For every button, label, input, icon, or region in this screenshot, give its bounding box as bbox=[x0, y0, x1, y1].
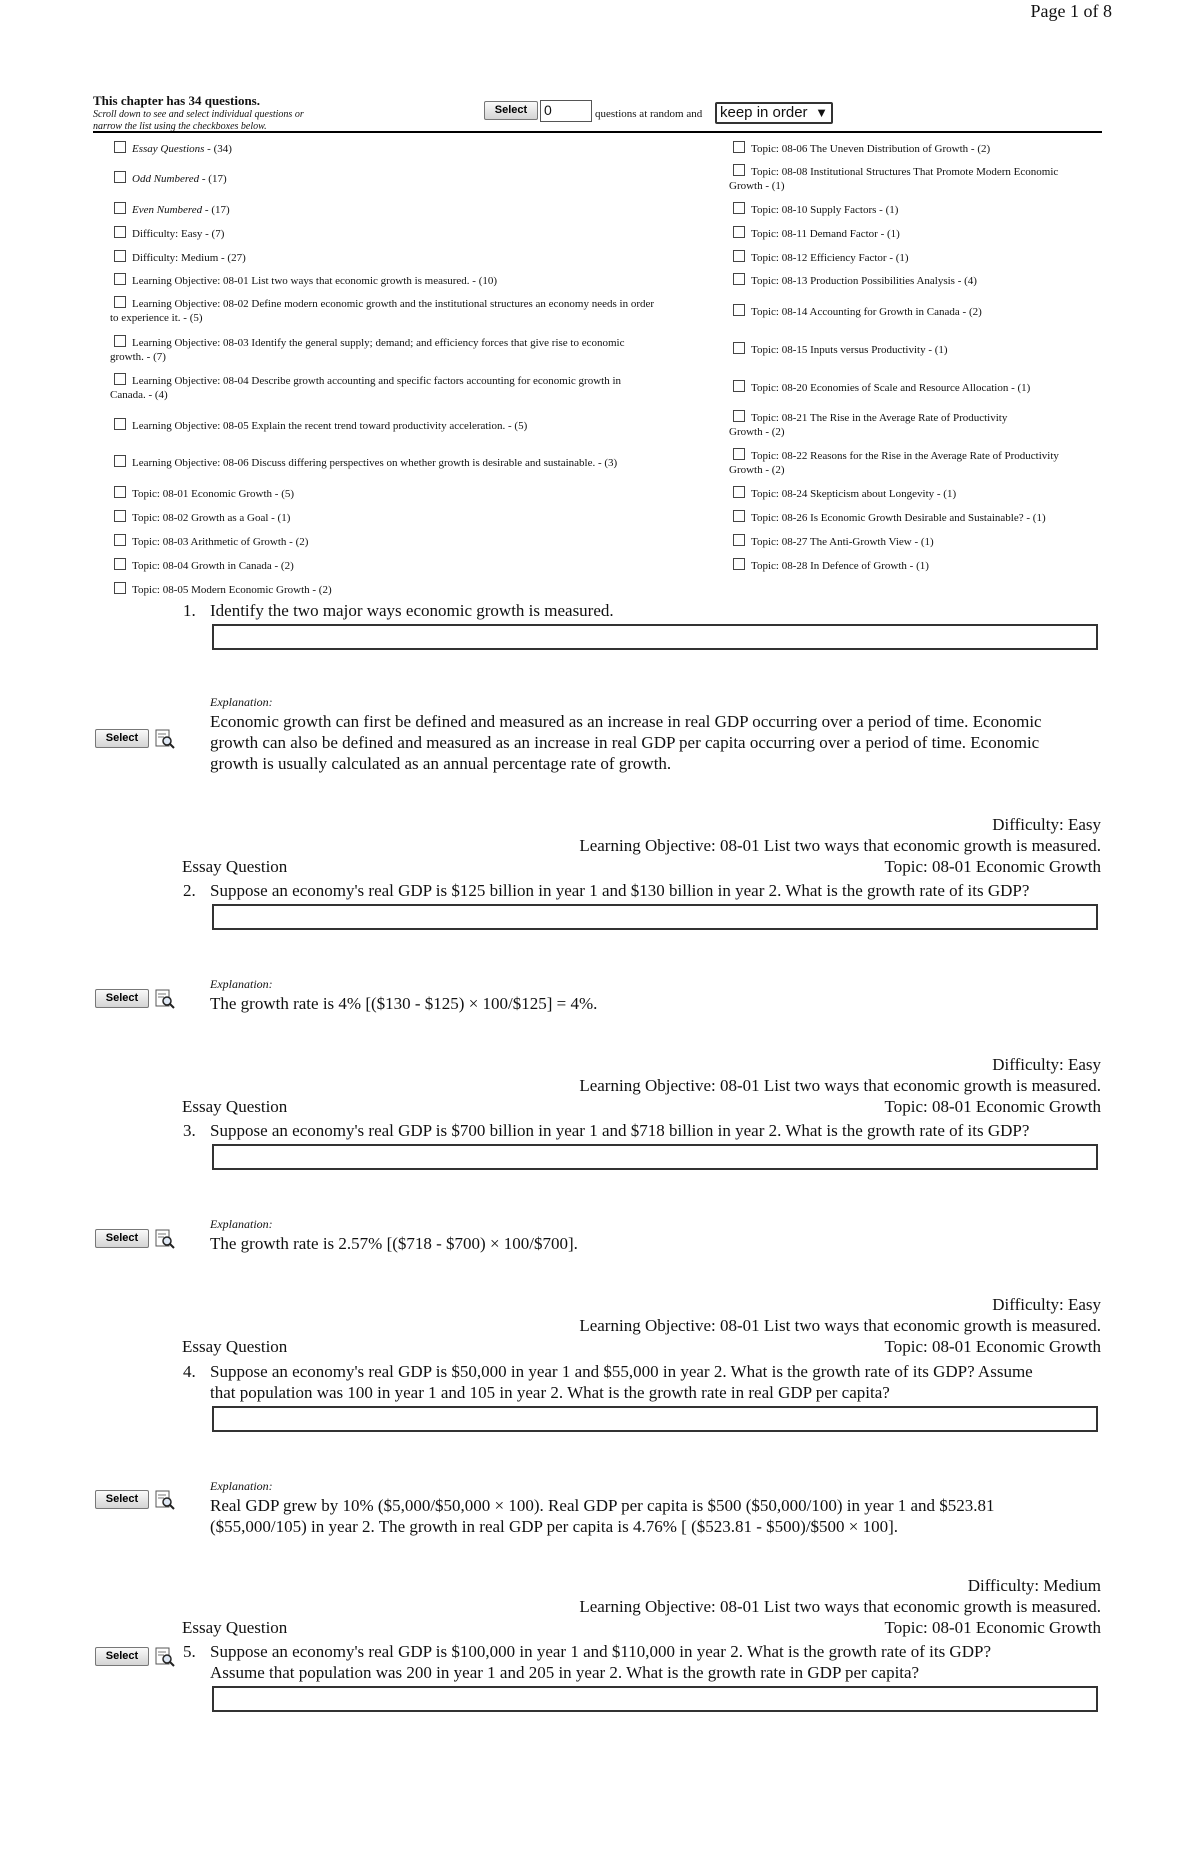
checkbox[interactable] bbox=[733, 304, 745, 316]
question-2-explanation: The growth rate is 4% [($130 - $125) × 100/$125] = 4%. bbox=[210, 994, 598, 1013]
question-4-text: Suppose an economy's real GDP is $50,000 in year 1 and $55,000 in year 2. What is the growth rate of its GDP? Assume that population was 100 in year 1 and 105 in year 2. What is the growth rate in real GDP per capita? bbox=[210, 1362, 1033, 1402]
filter-odd-numbered[interactable]: Odd Numbered - (17) bbox=[114, 171, 227, 186]
question-1-number: 1. bbox=[183, 601, 196, 620]
checkbox[interactable] bbox=[114, 226, 126, 238]
question-3-explanation-label: Explanation: bbox=[210, 1217, 273, 1231]
filter-topic-08-14[interactable]: Topic: 08-14 Accounting for Growth in Canada - (2) bbox=[733, 304, 982, 319]
checkbox[interactable] bbox=[114, 455, 126, 467]
question-2-objective: Learning Objective: 08-01 List two ways that economic growth is measured. bbox=[579, 1076, 1101, 1095]
checkbox[interactable] bbox=[114, 558, 126, 570]
question-1-type: Essay Question bbox=[182, 857, 288, 876]
filter-topic-08-04[interactable]: Topic: 08-04 Growth in Canada - (2) bbox=[114, 558, 294, 573]
filter-topic-08-20[interactable]: Topic: 08-20 Economies of Scale and Resource Allocation - (1) bbox=[733, 380, 1030, 395]
question-1-text: Identify the two major ways economic growth is measured. bbox=[210, 601, 614, 620]
instructions-line-1: Scroll down to see and select individual questions or bbox=[93, 109, 304, 120]
question-5-number: 5. bbox=[183, 1642, 196, 1661]
question-3-explanation: The growth rate is 2.57% [($718 - $700) × 100/$700]. bbox=[210, 1234, 578, 1253]
checkbox[interactable] bbox=[733, 486, 745, 498]
checkbox[interactable] bbox=[733, 226, 745, 238]
magnifier-preview-icon[interactable] bbox=[155, 989, 175, 1009]
question-2-number: 2. bbox=[183, 881, 196, 900]
checkbox[interactable] bbox=[733, 273, 745, 285]
filter-topic-08-12[interactable]: Topic: 08-12 Efficiency Factor - (1) bbox=[733, 250, 909, 265]
checkbox[interactable] bbox=[733, 250, 745, 262]
question-5-text: Suppose an economy's real GDP is $100,000 in year 1 and $110,000 in year 2. What is the growth rate of its GDP? Assume that population was 200 in year 1 and 205 in year 2. What is the growth rate in GDP per capita? bbox=[210, 1642, 991, 1682]
checkbox[interactable] bbox=[733, 534, 745, 546]
question-2-type: Essay Question bbox=[182, 1097, 288, 1116]
magnifier-preview-icon[interactable] bbox=[155, 1647, 175, 1667]
filter-difficulty-medium[interactable]: Difficulty: Medium - (27) bbox=[114, 250, 246, 265]
filter-difficulty-easy[interactable]: Difficulty: Easy - (7) bbox=[114, 226, 224, 241]
page-number: Page 1 of 8 bbox=[1030, 1, 1112, 21]
instructions-line-2: narrow the list using the checkboxes below. bbox=[93, 121, 267, 132]
question-3-topic: Topic: 08-01 Economic Growth bbox=[884, 1337, 1101, 1356]
filter-lo-08-06[interactable]: Learning Objective: 08-06 Discuss differing perspectives on whether growth is desirable and sustainable. - (3) bbox=[114, 455, 617, 470]
filter-topic-08-24[interactable]: Topic: 08-24 Skepticism about Longevity - (1) bbox=[733, 486, 956, 501]
question-3-select-button[interactable]: Select bbox=[95, 1229, 149, 1248]
question-1-explanation: Economic growth can first be defined and measured as an increase in real GDP occurring over a period of time. Economic growth can also be defined and measured as an increase in real GDP per capita occurring over a period of time. Economic growth is usually calculated as an annual percentage rate of growth. bbox=[210, 712, 1042, 773]
filter-essay-questions[interactable]: Essay Questions - (34) bbox=[114, 141, 232, 156]
checkbox[interactable] bbox=[114, 418, 126, 430]
checkbox[interactable] bbox=[114, 273, 126, 285]
filter-lo-08-01[interactable]: Learning Objective: 08-01 List two ways that economic growth is measured. - (10) bbox=[114, 273, 497, 288]
question-1-select-button[interactable]: Select bbox=[95, 729, 149, 748]
question-1-difficulty: Difficulty: Easy bbox=[992, 815, 1101, 834]
checkbox[interactable] bbox=[114, 250, 126, 262]
checkbox[interactable] bbox=[114, 335, 126, 347]
filter-lo-08-05[interactable]: Learning Objective: 08-05 Explain the recent trend toward productivity acceleration. - (5) bbox=[114, 418, 527, 433]
filter-topic-08-02[interactable]: Topic: 08-02 Growth as a Goal - (1) bbox=[114, 510, 290, 525]
question-3-text: Suppose an economy's real GDP is $700 billion in year 1 and $718 billion in year 2. What is the growth rate of its GDP? bbox=[210, 1121, 1030, 1140]
order-select[interactable] bbox=[715, 102, 833, 124]
filter-topic-08-11[interactable]: Topic: 08-11 Demand Factor - (1) bbox=[733, 226, 900, 241]
filter-topic-08-15[interactable]: Topic: 08-15 Inputs versus Productivity - (1) bbox=[733, 342, 948, 357]
question-4-topic: Topic: 08-01 Economic Growth bbox=[884, 1618, 1101, 1637]
question-1-explanation-label: Explanation: bbox=[210, 695, 273, 709]
question-2-text: Suppose an economy's real GDP is $125 billion in year 1 and $130 billion in year 2. What is the growth rate of its GDP? bbox=[210, 881, 1030, 900]
checkbox[interactable] bbox=[733, 164, 745, 176]
filter-topic-08-10[interactable]: Topic: 08-10 Supply Factors - (1) bbox=[733, 202, 898, 217]
question-1-answer-box[interactable] bbox=[212, 624, 1098, 650]
question-2-difficulty: Difficulty: Easy bbox=[992, 1055, 1101, 1074]
checkbox[interactable] bbox=[114, 373, 126, 385]
filter-topic-08-08[interactable]: Topic: 08-08 Institutional Structures That Promote Modern Economic Growth - (1) bbox=[729, 166, 1059, 192]
filter-topic-08-21[interactable]: Topic: 08-21 The Rise in the Average Rate of Productivity Growth - (2) bbox=[729, 412, 1008, 438]
checkbox[interactable] bbox=[114, 141, 126, 153]
magnifier-preview-icon[interactable] bbox=[155, 1490, 175, 1510]
checkbox[interactable] bbox=[114, 486, 126, 498]
filter-topic-08-22[interactable]: Topic: 08-22 Reasons for the Rise in the Average Rate of Productivity Growth - (2) bbox=[729, 450, 1059, 476]
question-3-difficulty: Difficulty: Easy bbox=[992, 1295, 1101, 1314]
checkbox[interactable] bbox=[733, 141, 745, 153]
filter-topic-08-06[interactable]: Topic: 08-06 The Uneven Distribution of Growth - (2) bbox=[733, 141, 990, 156]
filter-lo-08-04[interactable]: Learning Objective: 08-04 Describe growth accounting and specific factors accounting for economic growth in Canada. - (4) bbox=[110, 375, 622, 401]
checkbox[interactable] bbox=[114, 534, 126, 546]
question-4-number: 4. bbox=[183, 1362, 196, 1381]
question-1-objective: Learning Objective: 08-01 List two ways that economic growth is measured. bbox=[579, 836, 1101, 855]
checkbox[interactable] bbox=[114, 171, 126, 183]
question-3-answer-box[interactable] bbox=[212, 1144, 1098, 1170]
question-4-answer-box[interactable] bbox=[212, 1406, 1098, 1432]
checkbox[interactable] bbox=[733, 380, 745, 392]
question-5-answer-box[interactable] bbox=[212, 1686, 1098, 1712]
question-2-explanation-label: Explanation: bbox=[210, 977, 273, 991]
filter-lo-08-03[interactable]: Learning Objective: 08-03 Identify the general supply; demand; and efficiency forces that give rise to economic growth. - (7) bbox=[110, 337, 625, 363]
random-label: questions at random and bbox=[595, 108, 703, 120]
filter-topic-08-26[interactable]: Topic: 08-26 Is Economic Growth Desirable and Sustainable? - (1) bbox=[733, 510, 1046, 525]
filter-even-numbered[interactable]: Even Numbered - (17) bbox=[114, 202, 230, 217]
question-4-difficulty: Difficulty: Medium bbox=[967, 1576, 1101, 1595]
header-divider bbox=[93, 131, 1102, 133]
checkbox[interactable] bbox=[114, 296, 126, 308]
checkbox[interactable] bbox=[114, 582, 126, 594]
filter-lo-08-02[interactable]: Learning Objective: 08-02 Define modern economic growth and the institutional structures an economy needs in order to experience it. - (5) bbox=[110, 298, 655, 324]
checkbox[interactable] bbox=[733, 202, 745, 214]
checkbox[interactable] bbox=[733, 558, 745, 570]
order-select-value: keep in order bbox=[720, 104, 808, 121]
question-5-select-button[interactable]: Select bbox=[95, 1647, 149, 1666]
checkbox[interactable] bbox=[733, 510, 745, 522]
random-select-button[interactable]: Select bbox=[484, 101, 538, 120]
checkbox[interactable] bbox=[733, 448, 745, 460]
question-2-topic: Topic: 08-01 Economic Growth bbox=[884, 1097, 1101, 1116]
filter-topic-08-28[interactable]: Topic: 08-28 In Defence of Growth - (1) bbox=[733, 558, 929, 573]
question-3-number: 3. bbox=[183, 1121, 196, 1140]
checkbox[interactable] bbox=[114, 202, 126, 214]
question-4-explanation: Real GDP grew by 10% ($5,000/$50,000 × 100). Real GDP per capita is $500 ($50,000/100) in year 1 and $523.81 ($55,000/105) in year 2. The growth in real GDP per capita is 4.76% [ ($523.81 - $500)/$500 × 100]. bbox=[210, 1496, 995, 1536]
magnifier-preview-icon[interactable] bbox=[155, 1229, 175, 1249]
filter-topic-08-01[interactable]: Topic: 08-01 Economic Growth - (5) bbox=[114, 486, 294, 501]
checkbox[interactable] bbox=[733, 410, 745, 422]
question-1-topic: Topic: 08-01 Economic Growth bbox=[884, 857, 1101, 876]
chevron-down-icon: ▼ bbox=[815, 105, 828, 120]
question-3-type: Essay Question bbox=[182, 1337, 288, 1356]
question-2-answer-box[interactable] bbox=[212, 904, 1098, 930]
filter-topic-08-13[interactable]: Topic: 08-13 Production Possibilities Analysis - (4) bbox=[733, 273, 977, 288]
checkbox[interactable] bbox=[114, 510, 126, 522]
header-instructions bbox=[93, 109, 353, 133]
magnifier-preview-icon[interactable] bbox=[155, 729, 175, 749]
question-4-objective: Learning Objective: 08-01 List two ways that economic growth is measured. bbox=[579, 1597, 1101, 1616]
filter-topic-08-03[interactable]: Topic: 08-03 Arithmetic of Growth - (2) bbox=[114, 534, 308, 549]
question-2-select-button[interactable]: Select bbox=[95, 989, 149, 1008]
filter-topic-08-27[interactable]: Topic: 08-27 The Anti-Growth View - (1) bbox=[733, 534, 934, 549]
filter-topic-08-05[interactable]: Topic: 08-05 Modern Economic Growth - (2) bbox=[114, 582, 332, 597]
question-4-select-button[interactable]: Select bbox=[95, 1490, 149, 1509]
question-4-explanation-label: Explanation: bbox=[210, 1479, 273, 1493]
question-4-type: Essay Question bbox=[182, 1618, 288, 1637]
random-count-input[interactable]: 0 bbox=[540, 100, 592, 122]
checkbox[interactable] bbox=[733, 342, 745, 354]
question-3-objective: Learning Objective: 08-01 List two ways that economic growth is measured. bbox=[579, 1316, 1101, 1335]
chapter-question-count: This chapter has 34 questions. bbox=[93, 93, 260, 108]
